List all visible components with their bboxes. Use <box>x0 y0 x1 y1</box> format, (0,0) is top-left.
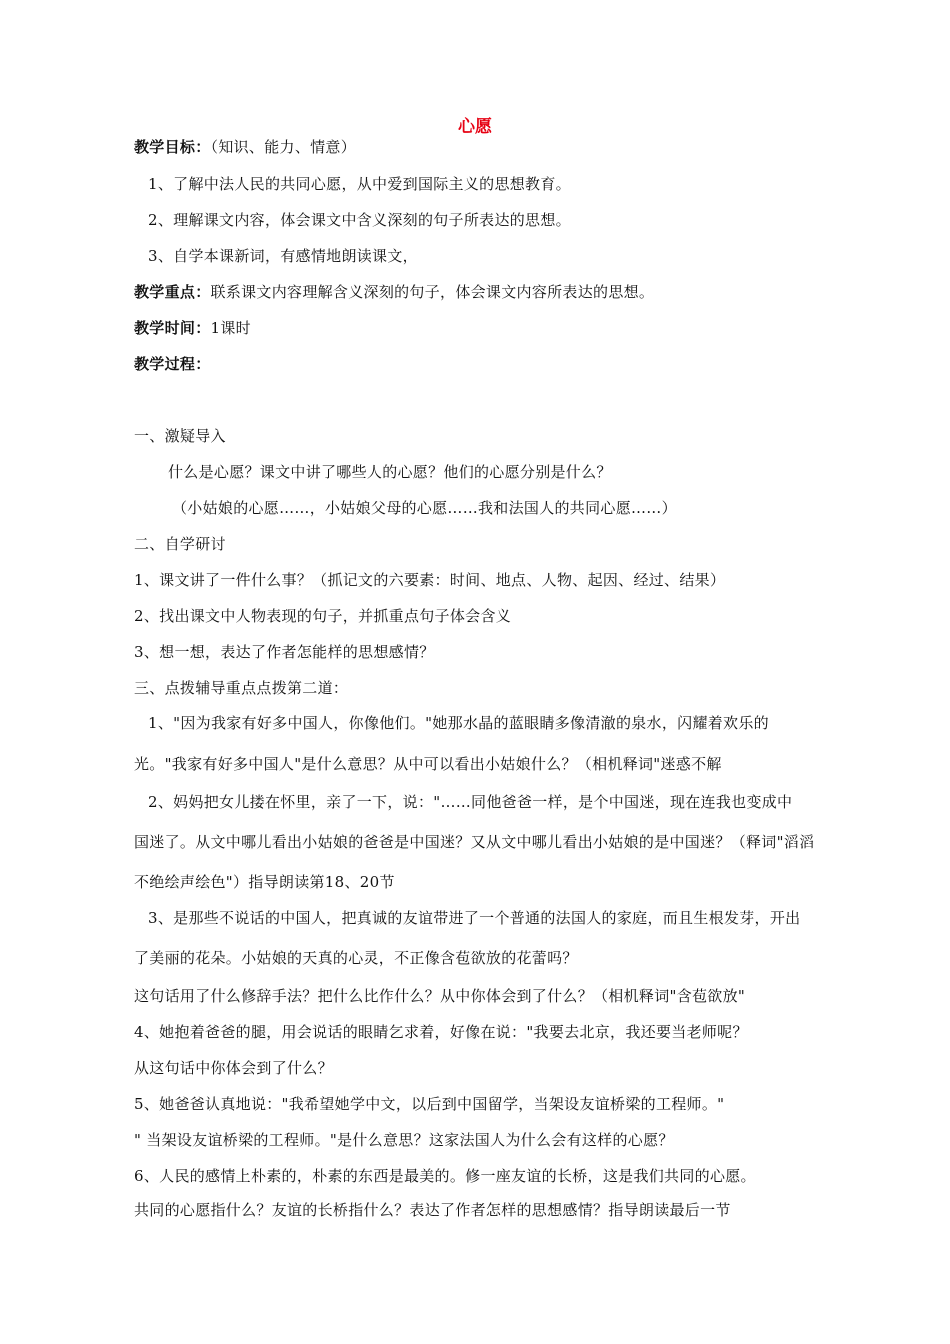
body-line: 1、课文讲了一件什么事？（抓记文的六要素：时间、地点、人物、起因、经过、结果） <box>134 571 726 589</box>
objectives-note: （知识、能力、情意） <box>210 138 357 156</box>
body-line: 了美丽的花朵。小姑娘的天真的心灵，不正像含苞欲放的花蕾吗？ <box>134 949 578 967</box>
body-line: 光。"我家有好多中国人"是什么意思？从中可以看出小姑娘什么？（相机释词"迷惑不解 <box>134 755 722 773</box>
section-heading: 二、自学研讨 <box>134 535 226 553</box>
body-line: 2、找出课文中人物表现的句子，并抓重点句子体会含义 <box>134 607 512 625</box>
body-line: 从这句话中你体会到了什么？ <box>134 1059 333 1077</box>
focus-line <box>134 282 854 302</box>
body-line: 共同的心愿指什么？友谊的长桥指什么？表达了作者怎样的思想感情？指导朗读最后一节 <box>134 1201 731 1219</box>
section-heading: 三、点拨辅导重点点拨第二道： <box>134 679 349 697</box>
section-heading: 一、激疑导入 <box>134 427 226 445</box>
body-line: 3、想一想，表达了作者怎能样的思想感情？ <box>134 643 435 661</box>
objective-item: 2、理解课文内容，体会课文中含义深刻的句子所表达的思想。 <box>148 211 571 229</box>
time-label: 教学时间： <box>134 319 211 337</box>
body-line: 3、是那些不说话的中国人，把真诚的友谊带进了一个普通的法国人的家庭，而且生根发芽，开出 <box>148 909 801 927</box>
body-line: 2、妈妈把女儿搂在怀里，亲了一下，说："……同他爸爸一样，是个中国迷，现在连我也变成中 <box>148 793 793 811</box>
focus-label: 教学重点： <box>134 283 211 301</box>
body-line: 5、她爸爸认真地说："我希望她学中文，以后到中国留学，当架设友谊桥梁的工程师。" <box>134 1095 725 1113</box>
focus-text: 联系课文内容理解含义深刻的句子，体会课文内容所表达的思想。 <box>210 283 655 301</box>
time-line <box>134 318 854 338</box>
body-line: 6、人民的感情上朴素的，朴素的东西是最美的。修一座友谊的长桥，这是我们共同的心愿。 <box>134 1167 756 1185</box>
body-line: 4、她抱着爸爸的腿，用会说话的眼睛乞求着，好像在说："我要去北京，我还要当老师呢？ <box>134 1023 748 1041</box>
objectives-heading <box>134 137 854 157</box>
process-heading <box>134 354 854 374</box>
body-line: 什么是心愿？课文中讲了哪些人的心愿？他们的心愿分别是什么？ <box>168 463 612 481</box>
objectives-label: 教学目标： <box>134 138 211 156</box>
time-text: 1课时 <box>210 319 251 337</box>
document-title: 心愿 <box>458 117 492 137</box>
process-label: 教学过程： <box>134 355 211 373</box>
body-line: 国迷了。从文中哪儿看出小姑娘的爸爸是中国迷？又从文中哪儿看出小姑娘的是中国迷？（释词"滔滔 <box>134 833 815 851</box>
body-line: 这句话用了什么修辞手法？把什么比作什么？从中你体会到了什么？（相机释词"含苞欲放" <box>134 987 746 1005</box>
objective-item: 1、了解中法人民的共同心愿，从中爱到国际主义的思想教育。 <box>148 175 571 193</box>
body-line: 不绝绘声绘色"）指导朗读第18、20节 <box>134 873 395 891</box>
body-line: （小姑娘的心愿……，小姑娘父母的心愿……我和法国人的共同心愿……） <box>172 499 677 517</box>
body-line: 1、"因为我家有好多中国人，你像他们。"她那水晶的蓝眼睛多像清澈的泉水，闪耀着欢乐的 <box>148 714 769 732</box>
objective-item: 3、自学本课新词，有感情地朗读课文， <box>148 247 418 265</box>
body-line: " 当架设友谊桥梁的工程师。"是什么意思？这家法国人为什么会有这样的心愿？ <box>134 1131 674 1149</box>
